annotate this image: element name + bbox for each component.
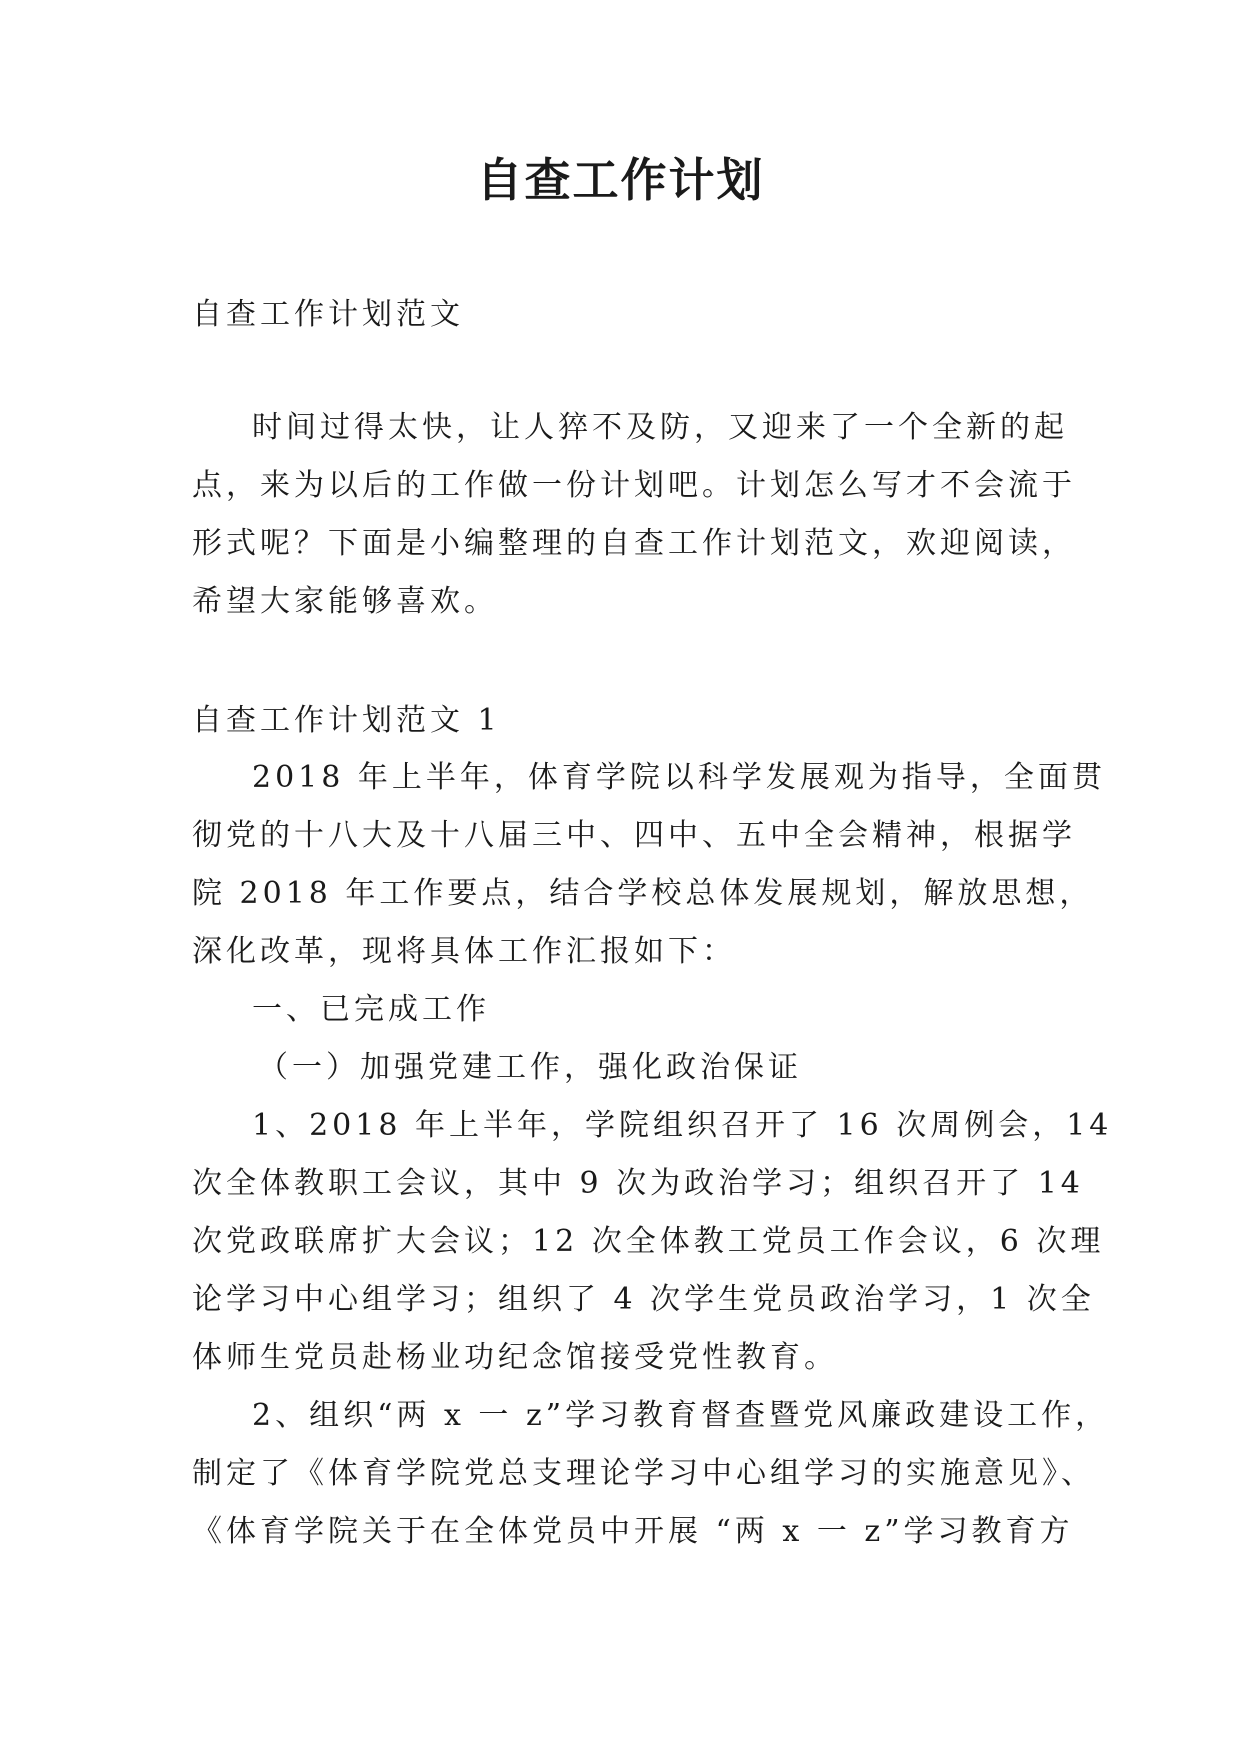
item2-line-2: 制定了《体育学院党总支理论学习中心组学习的实施意见》、 xyxy=(192,1456,1095,1491)
item1-line-5: 体师生党员赴杨业功纪念馆接受党性教育。 xyxy=(192,1340,838,1375)
section-heading: 自查工作计划范文 1 xyxy=(192,703,501,738)
document-subtitle: 自查工作计划范文 xyxy=(192,297,464,332)
intro-line-3: 形式呢？下面是小编整理的自查工作计划范文，欢迎阅读， xyxy=(192,526,1076,561)
item2-line-1: 2、组织“两 x 一 z”学习教育督查暨党风廉政建设工作， xyxy=(252,1398,1110,1433)
item1-line-2: 次全体教职工会议，其中 9 次为政治学习；组织召开了 14 xyxy=(192,1166,1084,1201)
intro-line-2: 点，来为以后的工作做一份计划吧。计划怎么写才不会流于 xyxy=(192,468,1076,503)
item1-line-3: 次党政联席扩大会议；12 次全体教工党员工作会议，6 次理 xyxy=(192,1224,1105,1259)
document-title: 自查工作计划 xyxy=(476,153,765,207)
heading-level2: （一）加强党建工作，强化政治保证 xyxy=(258,1050,802,1085)
overview-line-4: 深化改革，现将具体工作汇报如下： xyxy=(192,934,736,969)
item1-line-4: 论学习中心组学习；组织了 4 次学生党员政治学习，1 次全 xyxy=(192,1282,1095,1317)
overview-line-1: 2018 年上半年，体育学院以科学发展观为指导，全面贯 xyxy=(252,760,1106,795)
overview-line-2: 彻党的十八大及十八届三中、四中、五中全会精神，根据学 xyxy=(192,818,1076,853)
item1-line-1: 1、2018 年上半年，学院组织召开了 16 次周例会，14 xyxy=(252,1108,1113,1143)
item2-line-3: 《体育学院关于在全体党员中开展 “两 x 一 z”学习教育方 xyxy=(192,1514,1074,1549)
intro-line-1: 时间过得太快，让人猝不及防，又迎来了一个全新的起 xyxy=(252,410,1068,445)
intro-line-4: 希望大家能够喜欢。 xyxy=(192,584,498,619)
overview-line-3: 院 2018 年工作要点，结合学校总体发展规划，解放思想， xyxy=(192,876,1094,911)
heading-level1: 一、已完成工作 xyxy=(252,992,490,1027)
